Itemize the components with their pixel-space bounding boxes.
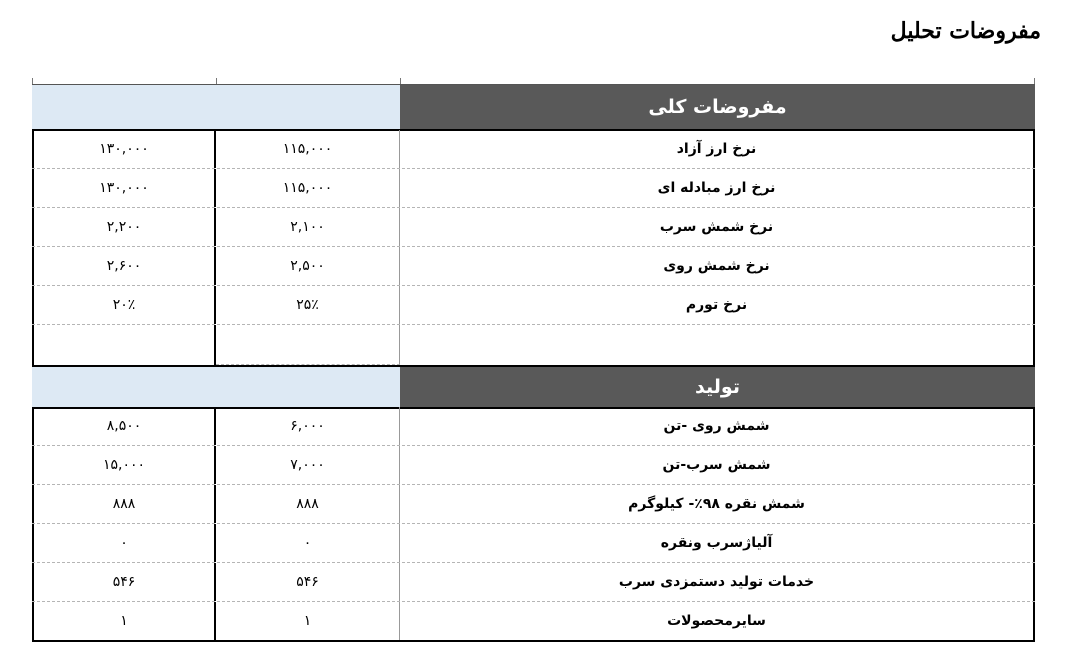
header-blank-cell (32, 85, 400, 129)
table-row (32, 130, 1035, 169)
value-cell-2: ۲,۲۰۰ (32, 208, 216, 246)
table-row (32, 485, 1035, 524)
assumptions-table (32, 84, 1035, 642)
section-title: تولید (400, 367, 1035, 407)
value-cell-1: ۰ (216, 524, 400, 562)
row-label: سایرمحصولات (400, 602, 1035, 640)
table-row (32, 247, 1035, 286)
row-label: شمش روی -تن (400, 407, 1035, 445)
value-cell-2: ۱۳۰,۰۰۰ (32, 169, 216, 207)
value-cell-1 (216, 325, 400, 365)
row-label (400, 325, 1035, 365)
row-label: نرخ ارز آزاد (400, 130, 1035, 168)
table-row-empty (32, 325, 1035, 365)
value-cell-1: ۱۱۵,۰۰۰ (216, 130, 400, 168)
value-cell-1: ۱ (216, 602, 400, 640)
value-cell-2: ۱ (32, 602, 216, 640)
header-blank-cell (32, 367, 400, 407)
value-cell-2: ۲۰٪ (32, 286, 216, 324)
table-row (32, 407, 1035, 446)
value-cell-1: ۸۸۸ (216, 485, 400, 523)
table-row (32, 169, 1035, 208)
row-label: شمش نقره ۹۸٪- کیلوگرم (400, 485, 1035, 523)
value-cell-1: ۲,۱۰۰ (216, 208, 400, 246)
value-cell-1: ۶,۰۰۰ (216, 407, 400, 445)
row-label: نرخ ارز مبادله ای (400, 169, 1035, 207)
value-cell-2: ۰ (32, 524, 216, 562)
row-label: نرخ شمش روی (400, 247, 1035, 285)
row-label: خدمات تولید دستمزدی سرب (400, 563, 1035, 601)
value-cell-1: ۲,۵۰۰ (216, 247, 400, 285)
table-row (32, 208, 1035, 247)
row-label: آلیاژسرب ونقره (400, 524, 1035, 562)
value-cell-1: ۲۵٪ (216, 286, 400, 324)
value-cell-1: ۱۱۵,۰۰۰ (216, 169, 400, 207)
value-cell-1: ۷,۰۰۰ (216, 446, 400, 484)
section-title: مفروضات کلی (400, 85, 1035, 129)
value-cell-2: ۸۸۸ (32, 485, 216, 523)
value-cell-2: ۱۵,۰۰۰ (32, 446, 216, 484)
value-cell-2: ۲,۶۰۰ (32, 247, 216, 285)
table-row (32, 563, 1035, 602)
row-label: نرخ تورم (400, 286, 1035, 324)
value-cell-2: ۸,۵۰۰ (32, 407, 216, 445)
value-cell-2 (32, 325, 216, 365)
table-row (32, 602, 1035, 642)
row-label: نرخ شمش سرب (400, 208, 1035, 246)
section-header-production (32, 365, 1035, 409)
table-row (32, 524, 1035, 563)
table-row (32, 286, 1035, 325)
value-cell-1: ۵۴۶ (216, 563, 400, 601)
table-row (32, 446, 1035, 485)
row-label: شمش سرب-تن (400, 446, 1035, 484)
section-header-general (32, 84, 1035, 131)
page-title: مفروضات تحلیل (890, 18, 1041, 44)
value-cell-2: ۵۴۶ (32, 563, 216, 601)
value-cell-2: ۱۳۰,۰۰۰ (32, 130, 216, 168)
